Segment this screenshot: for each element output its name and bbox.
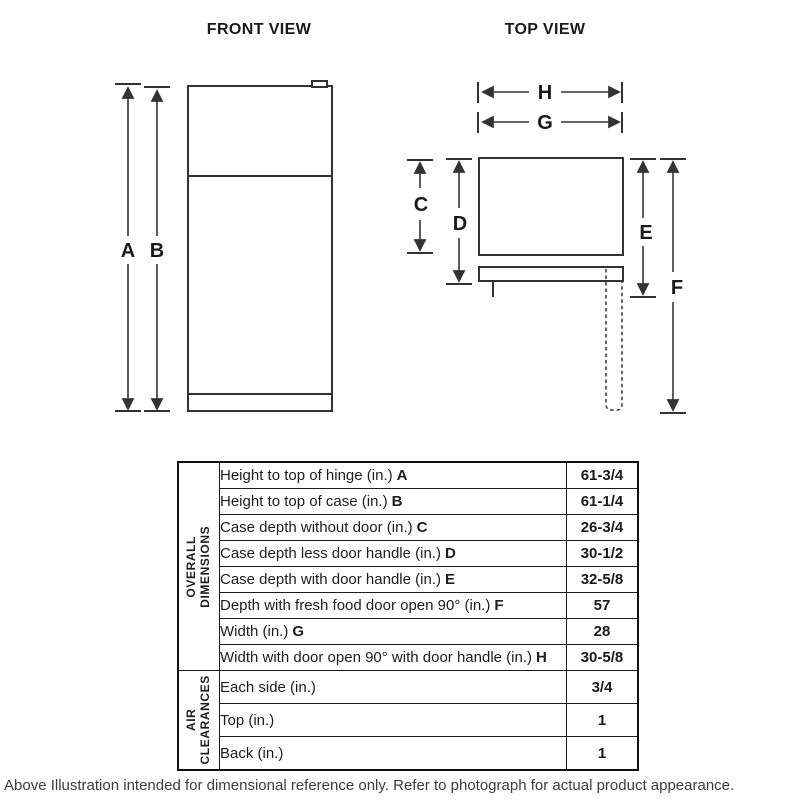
row-label: Width (in.) [220, 623, 289, 640]
row-label: Back (in.) [220, 744, 284, 762]
row-label: Case depth with door handle (in.) [220, 571, 441, 588]
header-line: DIMENSIONS [198, 525, 213, 608]
table-row [178, 489, 638, 515]
row-label: Top (in.) [220, 711, 275, 729]
row-letter: D [444, 545, 456, 562]
table-row [178, 671, 638, 704]
table-row [178, 515, 638, 541]
row-label: Each side (in.) [220, 678, 316, 696]
air-clearances-header [178, 671, 220, 771]
row-letter: E [444, 571, 455, 588]
row-value: 32-5/8 [567, 567, 639, 593]
door-top-outline [479, 267, 623, 281]
row-label: Height to top of case (in.) [220, 493, 388, 510]
table-row [178, 737, 638, 771]
dim-label-e: E [639, 222, 653, 244]
row-letter: B [391, 493, 403, 510]
header-line: OVERALL [184, 535, 199, 598]
header-line: CLEARANCES [198, 675, 212, 765]
row-value: 1 [567, 704, 639, 737]
door-open-dashed-outline [606, 269, 622, 410]
dimension-h [478, 82, 622, 104]
dim-label-f: F [670, 277, 684, 299]
header-line: AIR [184, 708, 199, 732]
dim-label-b: B [149, 240, 165, 262]
front-view-title: FRONT VIEW [206, 21, 312, 38]
table-row [178, 645, 638, 671]
table-row [178, 593, 638, 619]
dimension-f [660, 159, 686, 413]
row-label: Width with door open 90° with door handle (in.) [220, 649, 533, 666]
row-value: 61-1/4 [567, 489, 639, 515]
row-letter: A [396, 467, 408, 484]
dim-label-c: C [413, 194, 429, 216]
row-value: 28 [567, 619, 639, 645]
row-value: 61-3/4 [567, 462, 639, 489]
dimension-g [478, 112, 622, 134]
table-row [178, 619, 638, 645]
row-label: Case depth without door (in.) [220, 519, 413, 536]
table-row [178, 567, 638, 593]
top-view-title: TOP VIEW [504, 21, 586, 38]
overall-dimensions-header [178, 462, 220, 671]
dim-label-a: A [120, 240, 136, 262]
row-value: 1 [567, 737, 639, 771]
hinge-cap [312, 81, 327, 87]
dimensions-table [177, 461, 639, 771]
row-label: Depth with fresh food door open 90° (in.) [220, 597, 491, 614]
dimension-c [407, 160, 433, 253]
dimension-b [144, 87, 170, 411]
table-row [178, 462, 638, 489]
row-value: 3/4 [567, 671, 639, 704]
row-label: Height to top of hinge (in.) [220, 467, 393, 484]
front-view-drawing [115, 81, 332, 411]
row-value: 57 [567, 593, 639, 619]
row-letter: F [494, 597, 504, 614]
dim-label-d: D [452, 213, 468, 235]
case-top-outline [479, 158, 623, 255]
dimension-e [630, 159, 656, 297]
fridge-cabinet-outline [188, 86, 332, 411]
table-row [178, 541, 638, 567]
row-value: 30-5/8 [567, 645, 639, 671]
row-value: 26-3/4 [567, 515, 639, 541]
row-label: Case depth less door handle (in.) [220, 545, 441, 562]
row-letter: G [292, 623, 305, 640]
row-letter: H [536, 649, 547, 666]
dim-label-g: G [537, 112, 553, 134]
top-view-drawing [407, 82, 686, 413]
dimension-a [115, 84, 141, 411]
row-value: 30-1/2 [567, 541, 639, 567]
reference-disclaimer-caption: Above Illustration intended for dimensional reference only. Refer to photograph for actual product appearance. [4, 777, 735, 794]
dim-label-h: H [537, 82, 553, 104]
table-row [178, 704, 638, 737]
row-letter: C [416, 519, 428, 536]
dimension-d [446, 159, 472, 284]
